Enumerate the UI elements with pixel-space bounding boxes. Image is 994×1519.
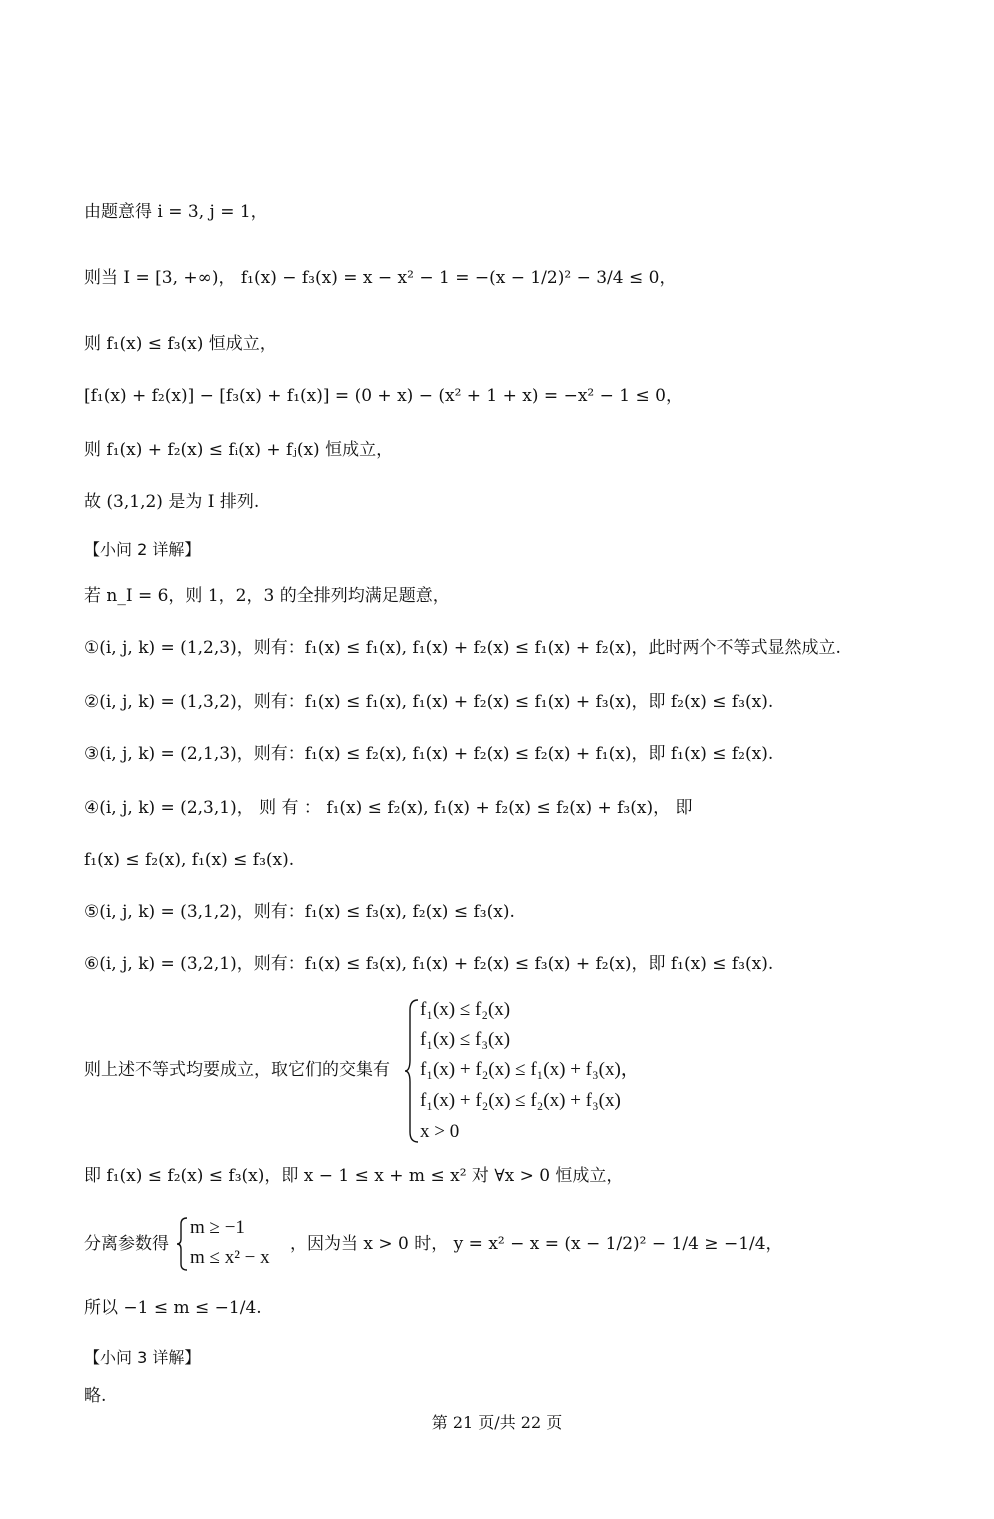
system-row: f₁(x) ≤ f₂(x) [420,999,511,1020]
system-row: f₁(x) + f₂(x) ≤ f₂(x) + f₃(x) [420,1090,621,1111]
separation-label: 分离参数得 [84,1234,169,1254]
text-line: f₁(x) ≤ f₂(x), f₁(x) ≤ f₃(x). [84,850,295,870]
left-brace-icon [176,1216,188,1272]
separation-row: m ≥ −1 [190,1217,245,1238]
text-line: ③(i, j, k) = (2,1,3)，则有：f₁(x) ≤ f₂(x), f₁(x) + f₂(x) ≤ f₂(x) + f₁(x)，即 f₁(x) ≤ f₂(x). [84,744,774,764]
text-line: 则当 I = [3, +∞)， f₁(x) − f₃(x) = x − x² − 1 = −(x − 1/2)² − 3/4 ≤ 0， [84,268,677,288]
text-line: ④(i, j, k) = (2,3,1)， 则 有 ： f₁(x) ≤ f₂(x), f₁(x) + f₂(x) ≤ f₂(x) + f₃(x)， 即 [84,798,693,818]
text-line: 则 f₁(x) + f₂(x) ≤ fᵢ(x) + fⱼ(x) 恒成立， [84,440,394,460]
parameter-separation [84,1214,910,1274]
separation-row: m ≤ x² − x [190,1247,270,1268]
text-line: 略. [84,1386,107,1406]
system-row: f₁(x) ≤ f₃(x) [420,1029,511,1050]
page-footer: 第 21 页/共 22 页 [431,1413,563,1432]
system-row: f₁(x) + f₂(x) ≤ f₁(x) + f₃(x)， [420,1059,640,1080]
left-brace-icon [404,998,420,1144]
text-line: [f₁(x) + f₂(x)] − [f₃(x) + f₁(x)] = (0 + x) − (x² + 1 + x) = −x² − 1 ≤ 0， [84,386,683,406]
system-row: x > 0 [420,1121,460,1142]
inequality-system [84,998,704,1146]
text-line: ②(i, j, k) = (1,3,2)，则有：f₁(x) ≤ f₁(x), f₁(x) + f₂(x) ≤ f₁(x) + f₃(x)，即 f₂(x) ≤ f₃(x). [84,692,774,712]
text-line: 若 n_I = 6，则 1，2，3 的全排列均满足题意， [84,586,450,606]
text-line: 故 (3,1,2) 是为 I 排列. [84,492,260,512]
text-line: ⑤(i, j, k) = (3,1,2)，则有：f₁(x) ≤ f₃(x), f₂(x) ≤ f₃(x). [84,902,515,922]
system-label: 则上述不等式均要成立，取它们的交集有 [84,1060,390,1080]
text-line: ⑥(i, j, k) = (3,2,1)，则有：f₁(x) ≤ f₃(x), f₁(x) + f₂(x) ≤ f₃(x) + f₂(x)，即 f₁(x) ≤ f₃(x). [84,954,774,974]
section-heading: 【小问 3 详解】 [84,1348,201,1367]
text-line: 由题意得 i = 3, j = 1， [84,202,268,222]
text-line: ①(i, j, k) = (1,2,3)，则有：f₁(x) ≤ f₁(x), f₁(x) + f₂(x) ≤ f₁(x) + f₂(x)，此时两个不等式显然成立. [84,638,841,658]
text-line: 即 f₁(x) ≤ f₂(x) ≤ f₃(x)，即 x − 1 ≤ x + m ≤ x² 对 ∀x > 0 恒成立， [84,1166,624,1186]
text-line: 所以 −1 ≤ m ≤ −1/4. [84,1298,262,1318]
section-heading: 【小问 2 详解】 [84,540,201,559]
text-line: 则 f₁(x) ≤ f₃(x) 恒成立， [84,334,277,354]
separation-tail: ，因为当 x > 0 时， y = x² − x = (x − 1/2)² − 1/4 ≥ −1/4， [290,1234,783,1254]
